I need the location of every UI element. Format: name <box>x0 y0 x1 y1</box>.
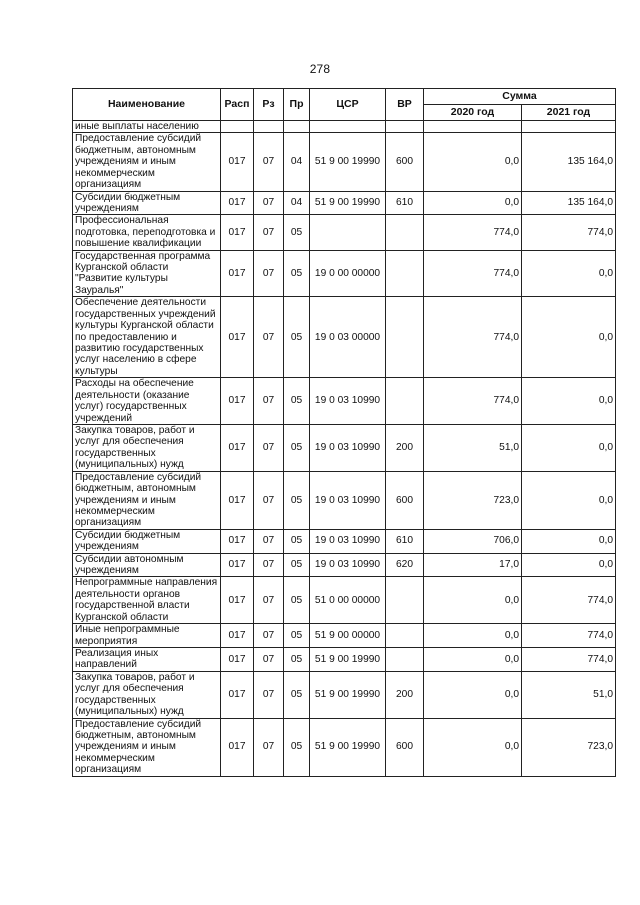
cell-name: Предоставление субсидий бюджетным, автономным учреждениям и иным некоммерческим организациям <box>73 718 221 776</box>
cell-vr: 200 <box>386 424 424 471</box>
cell-name: Обеспечение деятельности государственных учреждений культуры Курганской области по предоставлению и развитию государственных услуг населению в сфере культуры <box>73 297 221 378</box>
cell-csr <box>310 215 386 250</box>
cell-rz: 07 <box>254 671 284 718</box>
header-rz: Рз <box>254 89 284 121</box>
cell-2021: 0,0 <box>522 553 616 577</box>
cell-rasp: 017 <box>221 424 254 471</box>
table-row <box>73 121 616 133</box>
cell-rasp: 017 <box>221 378 254 425</box>
cell-2021: 774,0 <box>522 215 616 250</box>
cell-rz: 07 <box>254 718 284 776</box>
cell-vr <box>386 215 424 250</box>
cell-rasp: 017 <box>221 133 254 191</box>
cell-rz: 07 <box>254 647 284 671</box>
cell-2020: 774,0 <box>424 378 522 425</box>
cell-2020: 17,0 <box>424 553 522 577</box>
table-row <box>73 133 616 191</box>
cell-2020: 0,0 <box>424 577 522 624</box>
cell-2021: 0,0 <box>522 297 616 378</box>
header-year-2021: 2021 год <box>522 105 616 121</box>
cell-csr: 19 0 03 10990 <box>310 378 386 425</box>
cell-2021: 774,0 <box>522 577 616 624</box>
cell-rasp: 017 <box>221 215 254 250</box>
cell-csr: 51 0 00 00000 <box>310 577 386 624</box>
cell-rz: 07 <box>254 191 284 215</box>
cell-2021: 0,0 <box>522 250 616 297</box>
cell-csr: 19 0 03 00000 <box>310 297 386 378</box>
cell-vr: 610 <box>386 529 424 553</box>
cell-vr <box>386 647 424 671</box>
cell-csr: 19 0 03 10990 <box>310 471 386 529</box>
cell-rasp: 017 <box>221 297 254 378</box>
cell-rasp: 017 <box>221 718 254 776</box>
table-row <box>73 647 616 671</box>
cell-vr: 600 <box>386 133 424 191</box>
cell-2020 <box>424 121 522 133</box>
cell-pr: 05 <box>284 378 310 425</box>
cell-rz: 07 <box>254 529 284 553</box>
cell-csr <box>310 121 386 133</box>
cell-rasp: 017 <box>221 577 254 624</box>
table-row <box>73 718 616 776</box>
cell-name: Закупка товаров, работ и услуг для обеспечения государственных (муниципальных) нужд <box>73 424 221 471</box>
cell-vr <box>386 378 424 425</box>
header-csr: ЦСР <box>310 89 386 121</box>
header-pr: Пр <box>284 89 310 121</box>
header-rasp: Расп <box>221 89 254 121</box>
cell-pr: 05 <box>284 577 310 624</box>
cell-rz: 07 <box>254 424 284 471</box>
cell-pr: 04 <box>284 133 310 191</box>
cell-2021: 774,0 <box>522 647 616 671</box>
cell-2020: 774,0 <box>424 297 522 378</box>
cell-2020: 0,0 <box>424 671 522 718</box>
cell-pr: 05 <box>284 647 310 671</box>
cell-vr: 620 <box>386 553 424 577</box>
cell-name: Предоставление субсидий бюджетным, автономным учреждениям и иным некоммерческим организациям <box>73 133 221 191</box>
table-row <box>73 671 616 718</box>
cell-rasp: 017 <box>221 671 254 718</box>
cell-name: Государственная программа Курганской области "Развитие культуры Зауралья" <box>73 250 221 297</box>
cell-pr: 05 <box>284 471 310 529</box>
cell-2021: 135 164,0 <box>522 191 616 215</box>
cell-2021: 0,0 <box>522 378 616 425</box>
table-row <box>73 297 616 378</box>
cell-2020: 774,0 <box>424 250 522 297</box>
cell-vr: 610 <box>386 191 424 215</box>
cell-pr: 05 <box>284 671 310 718</box>
table-row <box>73 529 616 553</box>
cell-2020: 51,0 <box>424 424 522 471</box>
cell-pr: 05 <box>284 624 310 648</box>
cell-pr: 05 <box>284 250 310 297</box>
cell-pr: 05 <box>284 529 310 553</box>
cell-csr: 19 0 03 10990 <box>310 424 386 471</box>
cell-csr: 19 0 00 00000 <box>310 250 386 297</box>
cell-pr: 05 <box>284 297 310 378</box>
cell-name: Иные непрограммные мероприятия <box>73 624 221 648</box>
cell-vr <box>386 297 424 378</box>
cell-rasp: 017 <box>221 624 254 648</box>
cell-2020: 0,0 <box>424 624 522 648</box>
cell-2020: 706,0 <box>424 529 522 553</box>
cell-2021: 774,0 <box>522 624 616 648</box>
header-name: Наименование <box>73 89 221 121</box>
cell-csr: 51 9 00 19990 <box>310 647 386 671</box>
cell-rasp: 017 <box>221 553 254 577</box>
cell-2021: 51,0 <box>522 671 616 718</box>
cell-name: Закупка товаров, работ и услуг для обеспечения государственных (муниципальных) нужд <box>73 671 221 718</box>
cell-name: Субсидии бюджетным учреждениям <box>73 529 221 553</box>
cell-rz <box>254 121 284 133</box>
cell-pr: 05 <box>284 424 310 471</box>
cell-rasp: 017 <box>221 191 254 215</box>
cell-csr: 19 0 03 10990 <box>310 529 386 553</box>
header-sum: Сумма <box>424 89 616 105</box>
cell-name: Непрограммные направления деятельности органов государственной власти Курганской области <box>73 577 221 624</box>
cell-vr <box>386 121 424 133</box>
table-body <box>73 121 616 777</box>
cell-name: Субсидии бюджетным учреждениям <box>73 191 221 215</box>
cell-pr: 05 <box>284 718 310 776</box>
table-row <box>73 471 616 529</box>
cell-name: Предоставление субсидий бюджетным, автономным учреждениям и иным некоммерческим организациям <box>73 471 221 529</box>
cell-2021: 135 164,0 <box>522 133 616 191</box>
cell-name: Расходы на обеспечение деятельности (оказание услуг) государственных учреждений <box>73 378 221 425</box>
cell-rasp <box>221 121 254 133</box>
table-row <box>73 250 616 297</box>
cell-rz: 07 <box>254 297 284 378</box>
cell-rasp: 017 <box>221 471 254 529</box>
cell-vr <box>386 577 424 624</box>
cell-vr <box>386 624 424 648</box>
cell-2020: 723,0 <box>424 471 522 529</box>
cell-2020: 0,0 <box>424 133 522 191</box>
cell-name: Профессиональная подготовка, переподготовка и повышение квалификации <box>73 215 221 250</box>
cell-2021 <box>522 121 616 133</box>
cell-2021: 0,0 <box>522 424 616 471</box>
cell-2020: 0,0 <box>424 718 522 776</box>
cell-rz: 07 <box>254 553 284 577</box>
cell-name: иные выплаты населению <box>73 121 221 133</box>
header-year-2020: 2020 год <box>424 105 522 121</box>
header-row <box>73 89 616 105</box>
cell-vr: 600 <box>386 718 424 776</box>
cell-2020: 0,0 <box>424 647 522 671</box>
cell-pr: 05 <box>284 553 310 577</box>
cell-rasp: 017 <box>221 647 254 671</box>
cell-csr: 51 9 00 00000 <box>310 624 386 648</box>
cell-2021: 723,0 <box>522 718 616 776</box>
cell-rz: 07 <box>254 471 284 529</box>
cell-csr: 51 9 00 19990 <box>310 133 386 191</box>
cell-2021: 0,0 <box>522 471 616 529</box>
table-row <box>73 424 616 471</box>
cell-name: Субсидии автономным учреждениям <box>73 553 221 577</box>
cell-name: Реализация иных направлений <box>73 647 221 671</box>
cell-csr: 51 9 00 19990 <box>310 718 386 776</box>
cell-rasp: 017 <box>221 529 254 553</box>
cell-rz: 07 <box>254 378 284 425</box>
table-row <box>73 191 616 215</box>
cell-rz: 07 <box>254 250 284 297</box>
cell-pr: 05 <box>284 215 310 250</box>
cell-rasp: 017 <box>221 250 254 297</box>
cell-csr: 51 9 00 19990 <box>310 191 386 215</box>
cell-rz: 07 <box>254 215 284 250</box>
cell-pr <box>284 121 310 133</box>
cell-pr: 04 <box>284 191 310 215</box>
header-vr: ВР <box>386 89 424 121</box>
page-number: 278 <box>309 62 331 76</box>
cell-vr: 600 <box>386 471 424 529</box>
table-row <box>73 378 616 425</box>
cell-2020: 0,0 <box>424 191 522 215</box>
table-row <box>73 553 616 577</box>
cell-vr: 200 <box>386 671 424 718</box>
cell-2020: 774,0 <box>424 215 522 250</box>
cell-2021: 0,0 <box>522 529 616 553</box>
cell-rz: 07 <box>254 624 284 648</box>
cell-csr: 19 0 03 10990 <box>310 553 386 577</box>
table-row <box>73 624 616 648</box>
budget-table <box>72 88 616 777</box>
cell-vr <box>386 250 424 297</box>
cell-rz: 07 <box>254 133 284 191</box>
table-row <box>73 215 616 250</box>
table-row <box>73 577 616 624</box>
cell-rz: 07 <box>254 577 284 624</box>
cell-csr: 51 9 00 19990 <box>310 671 386 718</box>
